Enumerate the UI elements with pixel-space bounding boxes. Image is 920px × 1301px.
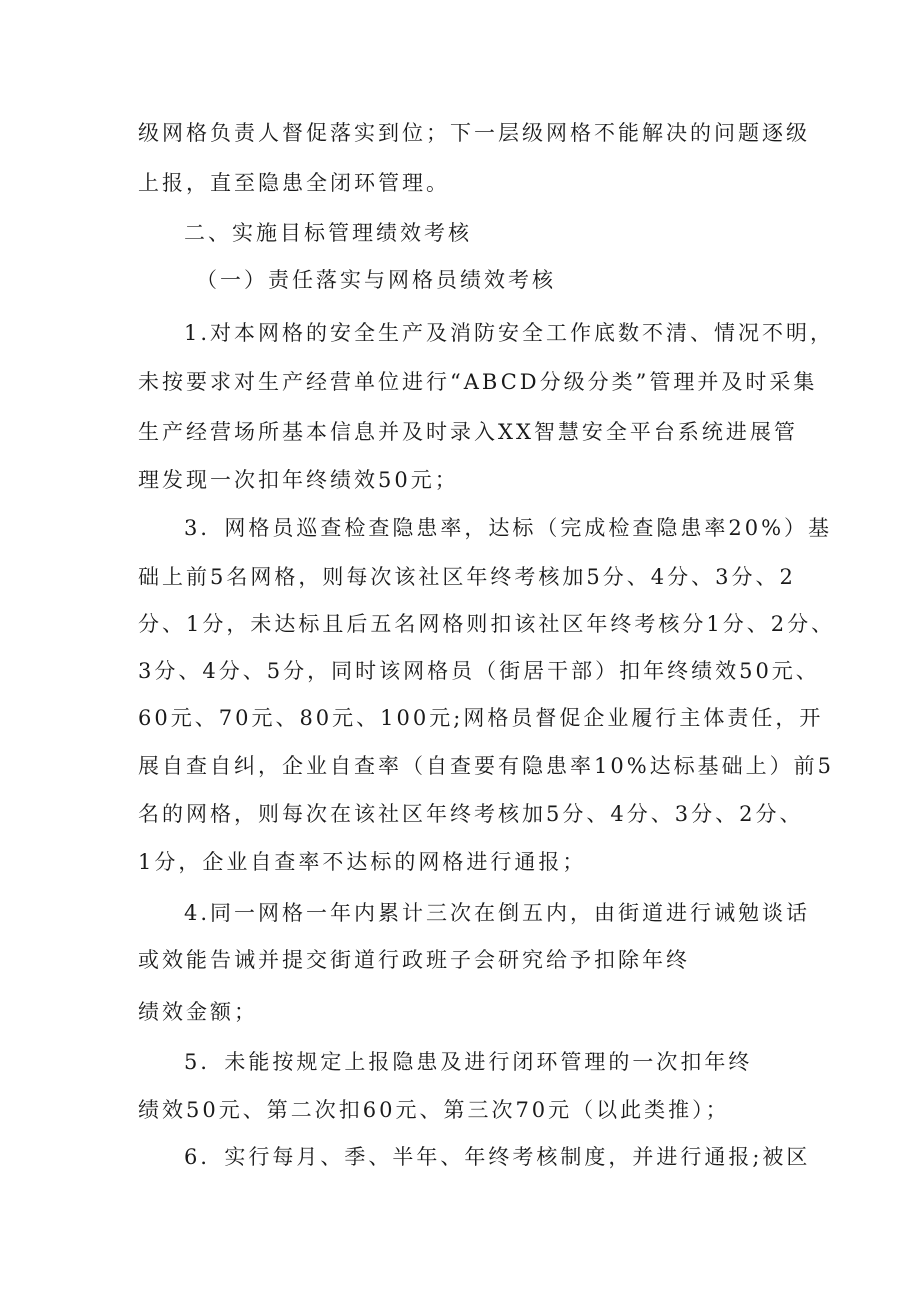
paragraph-line: 5．未能按规定上报隐患及进行闭环管理的一次扣年终	[184, 1050, 753, 1074]
paragraph-line: 础上前5名网格，则每次该社区年终考核加5分、4分、3分、2	[138, 565, 796, 589]
paragraph-line: 生产经营场所基本信息并及时录入XX智慧安全平台系统进展管	[138, 420, 798, 444]
paragraph-line: 3．网格员巡查检查隐患率，达标（完成检查隐患率20%）基	[184, 516, 833, 540]
paragraph-line: 级网格负责人督促落实到位；下一层级网格不能解决的问题逐级	[138, 121, 810, 145]
paragraph-line: 或效能告诫并提交街道行政班子会研究给予扣除年终	[138, 948, 690, 972]
paragraph-line: 绩效金额；	[138, 1000, 258, 1024]
paragraph-line: 绩效50元、第二次扣60元、第三次70元（以此类推）；	[138, 1098, 730, 1122]
paragraph-line: 上报，直至隐患全闭环管理。	[138, 171, 450, 195]
paragraph-line: 3分、4分、5分，同时该网格员（街居干部）扣年终绩效50元、	[138, 659, 820, 683]
paragraph-line: 展自查自纠，企业自查率（自查要有隐患率10%达标基础上）前5	[138, 754, 835, 778]
paragraph-line: 6．实行每月、季、半年、年终考核制度，并进行通报;被区	[184, 1145, 811, 1169]
paragraph-line: 4.同一网格一年内累计三次在倒五内，由街道进行诫勉谈话	[184, 901, 811, 925]
subsection-heading: （一）责任落实与网格员绩效考核	[196, 268, 556, 292]
paragraph-line: 60元、70元、80元、100元;网格员督促企业履行主体责任，开	[138, 706, 824, 730]
paragraph-line: 名的网格，则每次在该社区年终考核加5分、4分、3分、2分、	[138, 802, 804, 826]
paragraph-line: 1.对本网格的安全生产及消防安全工作底数不清、情况不明，	[184, 321, 835, 345]
paragraph-line: 理发现一次扣年终绩效50元；	[138, 468, 459, 492]
paragraph-line: 1分，企业自查率不达标的网格进行通报；	[138, 850, 587, 874]
paragraph-line: 未按要求对生产经营单位进行“ABCD分级分类”管理并及时采集	[138, 370, 818, 394]
paragraph-line: 分、1分，未达标且后五名网格则扣该社区年终考核分1分、2分、	[138, 612, 836, 636]
section-heading: 二、实施目标管理绩效考核	[184, 221, 472, 245]
